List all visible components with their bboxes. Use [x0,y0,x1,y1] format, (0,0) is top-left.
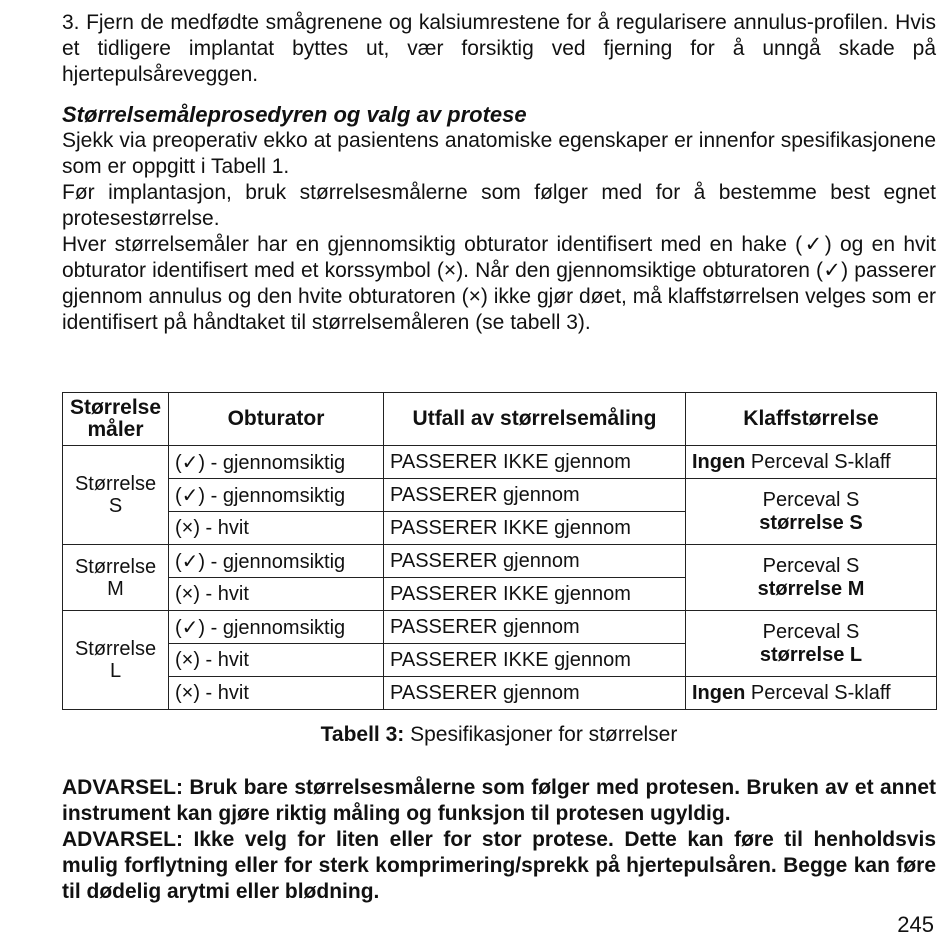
outcome-cell: PASSERER gjennom [384,479,686,512]
table-row [63,479,937,512]
flap-none-bold: Ingen [692,681,746,704]
section-paragraph-3: Hver størrelsemåler har en gjennomsiktig obturator identifisert med en hake (✓) og en hvit obturator identifisert med et korssymbol (×). Når den gjennomsiktige obturatoren (✓) passerer gjennom annulus og den hvite obturatoren (×) ikke gjør døet, må klaffstørrelsen velges som er identifisert på håndtaket til størrelsemåleren (se tabell 3). [62,233,936,334]
size-l-cell: Størrelse L [63,611,169,710]
flap-size-s: størrelse S [759,511,863,534]
header-outcome: Utfall av størrelsemåling [384,393,686,446]
outcome-cell: PASSERER IKKE gjennom [384,644,686,677]
caption-text: Spesifikasjoner for størrelser [404,723,678,746]
flap-line-1: Perceval S [762,488,860,511]
obturator-cell: (✓) - gjennomsiktig [169,479,384,512]
section-paragraph-1: Sjekk via preoperativ ekko at pasientens anatomiske egenskaper er innenfor spesifikasjonene som er oppgitt i Tabell 1. [62,129,936,178]
section-paragraph-2: Før implantasjon, bruk størrelsesmålerne som følger med for å bestemme best egnet protesestørrelse. [62,181,936,230]
outcome-cell: PASSERER gjennom [384,545,686,578]
warning-2: ADVARSEL: Ikke velg for liten eller for stor protese. Dette kan føre til henholdsvis mulig forflytning eller for sterk komprimering/sprekk på hjertepulsåren. Begge kan føre til dødelig arytmi eller blødning. [62,828,936,903]
caption-label: Tabell 3: [320,723,405,746]
flap-none-cell [686,446,937,479]
obturator-cell: (✓) - gjennomsiktig [169,545,384,578]
flap-none-rest: Perceval S-klaff [745,450,891,473]
obturator-cell: (×) - hvit [169,644,384,677]
flap-none-bold: Ingen [692,450,746,473]
header-sizer: Størrelse måler [63,393,169,446]
obturator-cell: (×) - hvit [169,677,384,710]
obturator-cell: (✓) - gjennomsiktig [169,446,384,479]
flap-size-s-cell [686,479,937,545]
obturator-cell: (×) - hvit [169,578,384,611]
flap-size-l: størrelse L [759,643,863,666]
table-row [63,446,937,479]
warnings-block [62,775,936,905]
flap-size-l-cell [686,611,937,677]
obturator-cell: (✓) - gjennomsiktig [169,611,384,644]
flap-none-cell [686,677,937,710]
outcome-cell: PASSERER IKKE gjennom [384,512,686,545]
outcome-cell: PASSERER IKKE gjennom [384,446,686,479]
flap-size-m-cell [686,545,937,611]
size-m-cell: Størrelse M [63,545,169,611]
flap-size-m: størrelse M [757,577,865,600]
table-row [63,677,937,710]
obturator-cell: (×) - hvit [169,512,384,545]
outcome-cell: PASSERER gjennom [384,677,686,710]
outcome-cell: PASSERER IKKE gjennom [384,578,686,611]
table-row [63,611,937,644]
header-flap-size: Klaffstørrelse [686,393,937,446]
table-row [63,545,937,578]
warning-1: ADVARSEL: Bruk bare størrelsesmålerne som følger med protesen. Bruken av et annet instrument kan gjøre riktig måling og funksjon til protesen ugyldig. [62,776,936,825]
table-header-row [63,393,937,446]
flap-line-1: Perceval S [762,554,860,577]
outcome-cell: PASSERER gjennom [384,611,686,644]
table-caption [62,723,936,747]
document-body [62,10,936,336]
flap-line-1: Perceval S [762,620,860,643]
flap-none-rest: Perceval S-klaff [745,681,891,704]
section-heading: Størrelsemåleprosedyren og valg av protese [62,102,527,127]
step-3-text: 3. Fjern de medfødte smågrenene og kalsiumrestene for å regularisere annulus-profilen. Hvis et tidligere implantat byttes ut, vær forsiktig ved fjerning for å unngå skade på hjertepulsåreveggen. [62,11,936,86]
page-number: 245 [897,912,934,937]
sizing-table [62,392,937,710]
size-s-cell: Størrelse S [63,446,169,545]
header-obturator: Obturator [169,393,384,446]
